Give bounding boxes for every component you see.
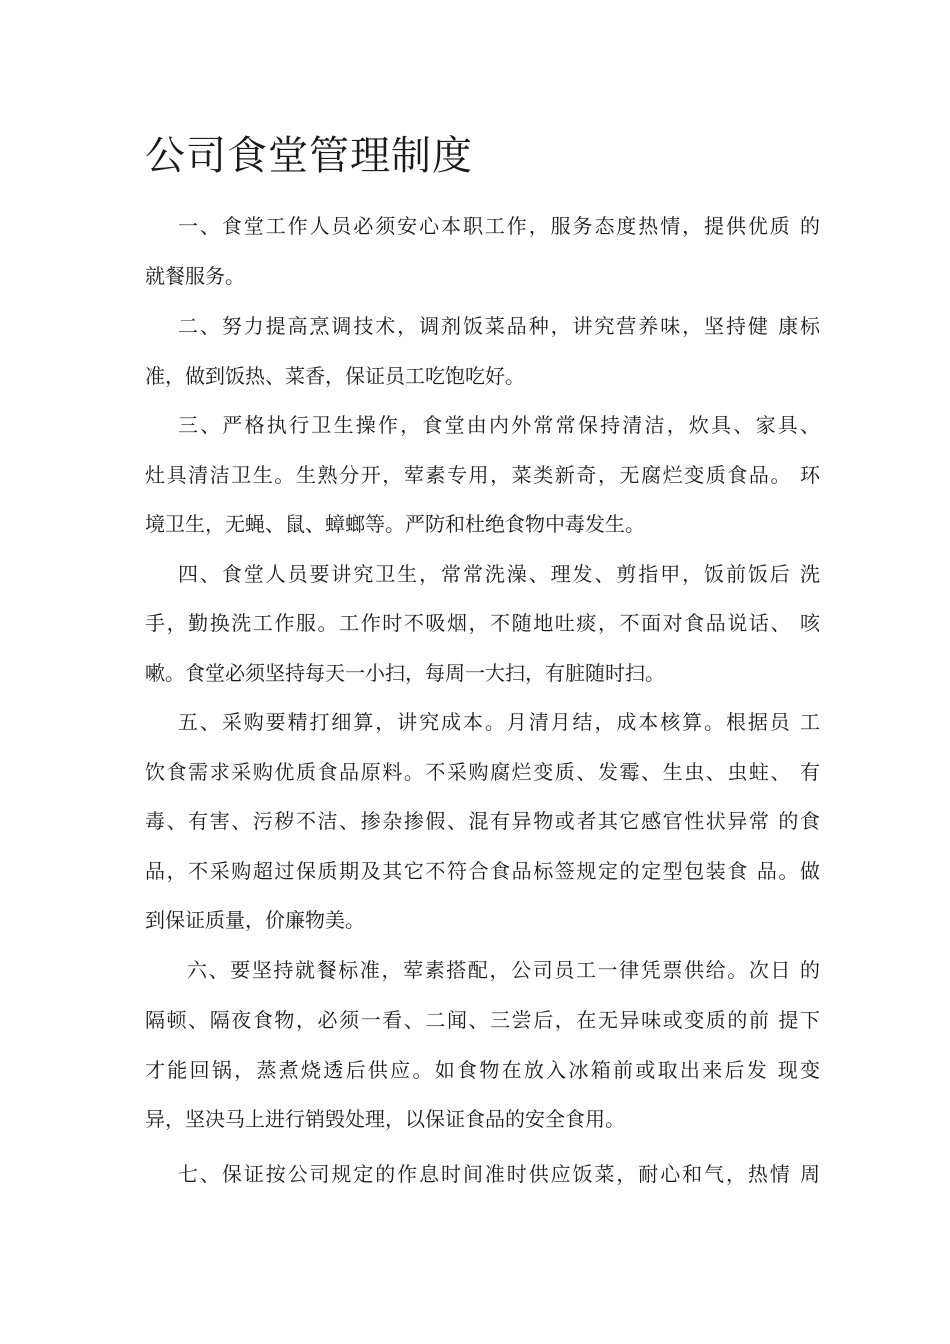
paragraph-2-line-2: 准，做到饭热、菜香，保证员工吃饱吃好。 [145, 364, 525, 388]
paragraph-5-line-2: 饮食需求采购优质食品原料。不采购腐烂变质、发霉、生虫、虫蛀、 有 [145, 760, 820, 784]
paragraph-3-line-2: 灶具清洁卫生。生熟分开，荤素专用，菜类新奇，无腐烂变质食品。 环 [145, 463, 820, 487]
paragraph-2-line-1: 二、努力提高烹调技术，调剂饭菜品种，讲究营养味，坚持健 康标 [178, 314, 820, 338]
paragraph-5-line-3: 毒、有害、污秽不洁、掺杂掺假、混有异物或者其它感官性状异常 的食 [145, 809, 820, 833]
paragraph-6-line-4: 异，坚决马上进行销毁处理，以保证食品的安全食用。 [145, 1107, 625, 1131]
paragraph-4-line-3: 嗽。食堂必须坚持每天一小扫，每周一大扫，有脏随时扫。 [145, 661, 665, 685]
paragraph-5-line-1: 五、采购要精打细算，讲究成本。月清月结，成本核算。根据员 工 [178, 710, 820, 734]
document-title: 公司食堂管理制度 [145, 133, 473, 179]
paragraph-5-line-5: 到保证质量，价廉物美。 [145, 908, 365, 932]
paragraph-1-line-1: 一、食堂工作人员必须安心本职工作，服务态度热情，提供优质 的 [178, 214, 820, 238]
paragraph-5-line-4: 品，不采购超过保质期及其它不符合食品标签规定的定型包装食 品。做 [145, 859, 820, 883]
paragraph-7-line-1: 七、保证按公司规定的作息时间准时供应饭菜，耐心和气，热情 周 [178, 1162, 820, 1186]
paragraph-6-line-3: 才能回锅，蒸煮烧透后供应。如食物在放入冰箱前或取出来后发 现变 [145, 1058, 820, 1082]
paragraph-3-line-1: 三、严格执行卫生操作，食堂由内外常常保持清洁，炊具、家具、 [178, 413, 820, 437]
paragraph-4-line-1: 四、食堂人员要讲究卫生，常常洗澡、理发、剪指甲，饭前饭后 洗 [178, 562, 820, 586]
paragraph-4-line-2: 手，勤换洗工作服。工作时不吸烟，不随地吐痰，不面对食品说话、 咳 [145, 611, 820, 635]
paragraph-3-line-3: 境卫生，无蝇、鼠、蟑螂等。严防和杜绝食物中毒发生。 [145, 512, 645, 536]
paragraph-6-line-1: 六、要坚持就餐标准，荤素搭配，公司员工一律凭票供给。次日 的 [187, 958, 820, 982]
paragraph-6-line-2: 隔顿、隔夜食物，必须一看、二闻、三尝后，在无异味或变质的前 提下 [145, 1008, 820, 1032]
paragraph-1-line-2: 就餐服务。 [145, 264, 245, 288]
